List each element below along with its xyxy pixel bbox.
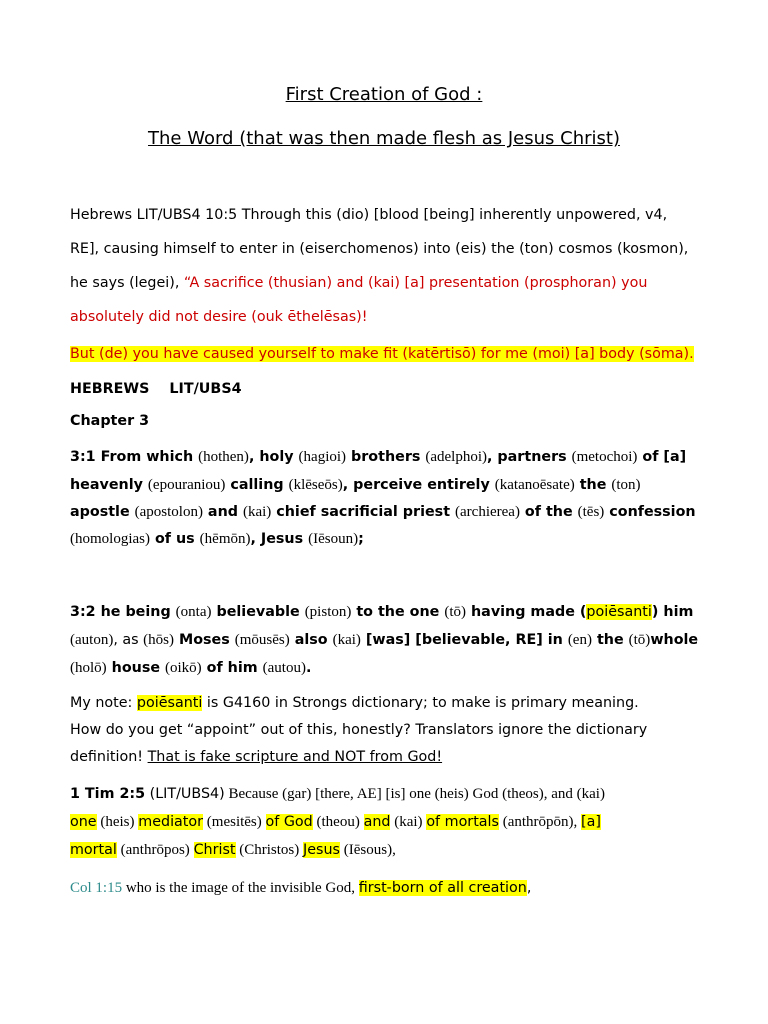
v32-text: house: [106, 660, 166, 676]
v32-text: ) him: [651, 604, 694, 620]
v32-greek: (hōs): [143, 632, 174, 648]
v32-greek: (auton): [70, 632, 114, 648]
verse-3-2-line-2: [70, 631, 698, 649]
note-label: My note:: [70, 695, 137, 711]
v31-greek: (hagioi): [298, 449, 347, 465]
v32-text: , as: [113, 632, 144, 648]
tim-greek: (heis): [96, 814, 139, 830]
v31-text: brothers: [346, 449, 426, 465]
v32-greek: (tō): [628, 632, 651, 648]
v31-text: the: [574, 477, 612, 493]
v31-text: and: [202, 504, 243, 520]
highlighted-word: poiēsanti: [586, 604, 652, 620]
v31-text: , Jesus: [250, 531, 309, 547]
v31-text: of the: [519, 504, 578, 520]
col-reference: Col 1:15: [70, 880, 123, 896]
v31-greek: (ton): [611, 477, 641, 493]
document-subtitle: The Word (that was then made flesh as Jesus Christ): [148, 128, 620, 149]
v31-greek: (metochoi): [571, 449, 638, 465]
col-text: ,: [526, 880, 532, 896]
v31-text: , partners: [487, 449, 572, 465]
v31-text: , perceive entirely: [342, 477, 495, 493]
tim-greek: (Iēsous),: [340, 842, 396, 858]
tim-greek: (anthrōpos): [116, 842, 194, 858]
verse-3-2-line-3: [70, 659, 311, 677]
v31-text: apostle: [70, 504, 135, 520]
col-line: [70, 879, 531, 897]
highlighted-word: one: [70, 814, 97, 830]
v32-text: .: [305, 660, 312, 676]
book-heading: [70, 380, 242, 398]
v32-text: believable: [211, 604, 305, 620]
highlighted-word: of mortals: [426, 814, 499, 830]
v32-text: the: [591, 632, 629, 648]
v31-text: of us: [150, 531, 200, 547]
v31-text: ;: [358, 531, 364, 547]
tim-line-2: [70, 813, 601, 831]
note-line-2: How do you get “appoint” out of this, honestly? Translators ignore the dictionary: [70, 722, 648, 738]
tim-line-1: [70, 785, 605, 803]
tim-greek: (Christos): [235, 842, 304, 858]
tim-greek: (mesitēs): [203, 814, 266, 830]
verse-3-1-line-1: [70, 448, 686, 466]
v31-greek: (klēseōs): [288, 477, 343, 493]
highlighted-word: Jesus: [303, 842, 340, 858]
note-text: definition!: [70, 749, 148, 765]
v32-text: whole: [650, 632, 699, 648]
highlighted-word: mediator: [138, 814, 204, 830]
hebrews-10-5-line-1: Hebrews LIT/UBS4 10:5 Through this (dio) [blood [being] inherently unpowered, v4,: [70, 207, 668, 223]
v32-greek: (en): [567, 632, 592, 648]
v32-greek: (kai): [332, 632, 361, 648]
note-line-3: [70, 748, 442, 766]
v31-greek: (tēs): [577, 504, 605, 520]
v31-text: , holy: [248, 449, 299, 465]
highlighted-quote: But (de) you have caused yourself to make fit (katērtisō) for me (moi) [a] body (sōma).: [70, 346, 694, 362]
v32-text: having made (: [466, 604, 587, 620]
v31-text: 3:1 From which: [70, 449, 199, 465]
v31-greek: (archierea): [455, 504, 520, 520]
tim-greek: (theou): [312, 814, 364, 830]
highlighted-word: of God: [265, 814, 313, 830]
tim-version: (LIT/UBS4): [145, 786, 225, 802]
tim-greek: (anthrōpōn),: [498, 814, 582, 830]
verse-3-1-line-2: [70, 476, 641, 494]
highlighted-word: poiēsanti: [136, 695, 203, 711]
v32-greek: (holō): [70, 660, 107, 676]
v32-greek: (oikō): [165, 660, 202, 676]
hebrews-10-5-line-4: absolutely did not desire (ouk ēthelēsas)!: [70, 309, 368, 325]
v31-greek: (epouraniou): [147, 477, 226, 493]
tim-reference: 1 Tim 2:5: [70, 786, 146, 802]
v31-greek: (katanoēsate): [494, 477, 575, 493]
v32-text: of him: [201, 660, 263, 676]
v32-text: also: [289, 632, 333, 648]
v32-greek: (autou): [262, 660, 306, 676]
chapter-heading: Chapter 3: [70, 413, 150, 429]
v32-text: to the one: [351, 604, 445, 620]
highlighted-word: mortal: [70, 842, 117, 858]
underlined-statement: That is fake scripture and NOT from God!: [147, 749, 443, 765]
highlighted-word: and: [363, 814, 391, 830]
v31-text: confession: [604, 504, 696, 520]
v32-greek: (tō): [444, 604, 467, 620]
highlighted-word: [a]: [581, 814, 601, 830]
v31-greek: (hothen): [198, 449, 249, 465]
document-title: First Creation of God :: [285, 84, 483, 105]
quote-start: “A sacrifice (thusian) and (kai) [a] presentation (prosphoran) you: [183, 275, 648, 291]
book-name: HEBREWS: [70, 381, 150, 397]
note-text: is G4160 in Strongs dictionary; to make is primary meaning.: [202, 695, 639, 711]
v31-text: chief sacrificial priest: [271, 504, 456, 520]
v32-greek: (piston): [304, 604, 352, 620]
v31-greek: (kai): [242, 504, 272, 520]
tim-text: Because (gar) [there, AE] [is] one (heis) God (theos), and (kai): [224, 786, 605, 802]
verse-3-2-line-1: [70, 603, 693, 621]
v32-text: [was] [believable, RE] in: [360, 632, 568, 648]
v32-text: Moses: [174, 632, 235, 648]
verse-3-1-line-3: [70, 503, 696, 521]
v31-greek: (adelphoi): [425, 449, 488, 465]
v31-greek: (apostolon): [134, 504, 203, 520]
v31-greek: (hēmōn): [199, 531, 251, 547]
book-version: LIT/UBS4: [169, 381, 242, 397]
v32-greek: (mōusēs): [234, 632, 290, 648]
v32-greek: (onta): [175, 604, 212, 620]
v31-text: calling: [225, 477, 289, 493]
verse-3-1-line-4: [70, 530, 364, 548]
tim-line-3: [70, 841, 396, 859]
tim-greek: (kai): [390, 814, 427, 830]
col-text: who is the image of the invisible God,: [122, 880, 359, 896]
v32-text: 3:2 he being: [70, 604, 176, 620]
highlighted-word: Christ: [193, 842, 236, 858]
v31-text: heavenly: [70, 477, 148, 493]
note-line-1: [70, 694, 639, 712]
hebrews-10-5-line-3: [70, 274, 647, 292]
highlighted-phrase: first-born of all creation: [358, 880, 527, 896]
hebrews-10-5-line-2: RE], causing himself to enter in (eiserchomenos) into (eis) the (ton) cosmos (kosmon),: [70, 241, 689, 257]
line-3-plain: he says (legei),: [70, 275, 184, 291]
v31-greek: (homologias): [70, 531, 150, 547]
hebrews-10-5-line-5: [70, 345, 694, 363]
v31-text: of [a]: [637, 449, 687, 465]
v31-greek: (Iēsoun): [308, 531, 359, 547]
